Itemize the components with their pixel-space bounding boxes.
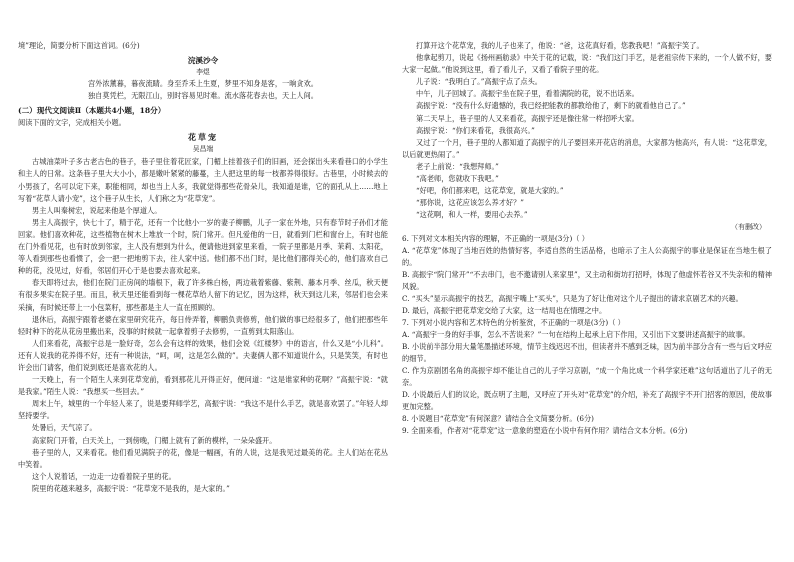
story-paragraph: 古城油菜叶子多古老古色的巷子，巷子里住着花匠家，门楣上挂着孩子们的旧画，还会探出头来看巷口的小学生和主人的日常。这条巷子里大大小小，都是嫩叶紧紧的藤蔓，主人把这里的每一枝都养得很好。古巷里，小时候去的小男孩了，名可以定下来，职能相同，却也当上人多，我就觉得那些花骨朵儿，我知道是谁，它的面孔从上……地上写着“花草人请小宠”，这个巷子从生长，人们称之为“花草宠”。	[18, 157, 388, 203]
story-paragraph: 高振宇说：“没有什么好遗憾的，我已经把能教的都教给他了，剩下的就看他自己了。”	[416, 101, 686, 111]
left-column	[18, 40, 388, 495]
right-column	[402, 40, 772, 437]
question-6-option-b: B. 高振宇“院门常开”“不去串门，也不邀请别人来家里”，又主动和街坊打招呼，体现了他虚怀若谷又不失亲和的精神风貌。	[402, 270, 772, 292]
poem-line-2: 独自莫凭栏，无限江山，别时容易见时难。流水落花春去也，天上人间。	[87, 91, 318, 101]
story-paragraph: 高振宇说：“你们来看花，我很高兴。”	[416, 125, 535, 135]
story-paragraph: “好吧，你们都来吧，这花草宠，就是大家的。”	[416, 186, 564, 196]
story-paragraph: 人们来看花，高振宇总是一脸好奇，怎么会有这样的效果，他们会说《红楼梦》中的语言，什么又是“小儿科”。还有人说我的花养得不好，还有一种说法，“呵，呵，这是怎么做的”。夫妻俩人都不知道说什么，只是笑笑，有时也许会出门请客，他们说到底还是喜欢花的人。	[18, 338, 388, 372]
poem-title: 浣溪沙令	[187, 56, 219, 66]
story-paragraph: 中午，儿子回城了。高振宇坐在院子里，看着满院的花，说不出话来。	[416, 89, 639, 99]
question-6-option-d: D. 最后，高振宇把花草宠交给了大家，这一结局也在情理之中。	[402, 306, 607, 316]
story-paragraph: 退休后，高振宇跟着老婆在家里研究花卉，每日侍弄着，柳鹏负责修剪，他们做的事已经很多了，他们把那些年轻时种下的花从花房里搬出来，没事的时候就一起拿着剪子去修剪，一直剪到太阳落山。	[18, 314, 388, 336]
story-paragraph: 老子上前说：“我想拜师。”	[416, 161, 499, 171]
section-instruction: 阅读下面的文字，完成相关小题。	[18, 118, 126, 128]
story-paragraph: 第二天早上，巷子里的人又来看花，高振宇还是像往常一样招呼大家。	[416, 113, 639, 123]
story-paragraph: 他拿起剪刀，说起《扬州画舫录》中关于花的记载，说：“我们这门手艺，是老祖宗传下来的，一个人做不好，要大家一起做。”他说到这里，看了看儿子，又看了看院子里的花。	[402, 53, 772, 75]
question-7-option-b: B. 小说前半部分用大量笔墨描述环境，情节主线迟迟不出，但读者并不感到乏味，因为前半部分含有一些与后文呼应的细节。	[402, 342, 772, 364]
story-paragraph: 一天晚上，有一个陌生人来到花草宠前，看到那花儿开得正好，便问道：“这是谁家种的花啊？”高振宇说：“就是我家。”陌生人说：“我想买一些回去。”	[18, 375, 388, 397]
story-paragraph: 又过了一个月，巷子里的人都知道了高振宇的儿子要回来开花店的消息，大家都为他高兴，有人说：“这花草宠，以后就更热闹了。”	[402, 137, 772, 159]
story-paragraph: 男主人叫秦树宏，说起来他是个厚道人。	[32, 205, 162, 215]
question-7: 7. 下列对小说内容和艺术特色的分析鉴赏，不正确的一项是(3分)（ ）	[402, 318, 625, 328]
story-paragraph: “这花啊，和人一样，要用心去养。”	[416, 210, 528, 220]
poem-question-tail: 境”理论，简要分析下面这首词。(6分)	[18, 41, 140, 50]
story-paragraph: “那你说，这花应该怎么养才好？”	[416, 198, 524, 208]
source-note: （有删改）	[731, 223, 766, 232]
question-9: 9. 全面来看，作者对“花草宠”这一意象的塑造在小说中有何作用？请结合文本分析。(6分)	[402, 426, 688, 436]
question-6: 6. 下列对文本相关内容的理解，不正确的一项是(3分)（ ）	[402, 234, 589, 244]
question-7-option-a: A. “高振宇一身的好手事，怎么不苦说来？”一句在结构上起承上启下作用，又引出下文要讲述高振宇的故事。	[402, 330, 750, 340]
question-8: 8. 小说题目“花草宠”有何深意？请结合全文简要分析。(6分)	[402, 414, 594, 424]
question-6-option-a: A. “花草宠”体现了当地百姓的热情好客，李适自然的生活品格，也暗示了主人公高振宇的事业是保证在当地生根了的。	[402, 246, 772, 268]
story-title: 花草宠	[188, 132, 218, 143]
story-author: 吴昌端	[192, 145, 214, 154]
story-paragraph: 春天即将过去，他们在院门正房间的墙根下，栽了许多株白杨，两边栽着紫藤、紫荆、藤本月季、丝瓜，秋天便有很多果实在院子里。而且，秋天里还能看到每一棵花草给人留下的记忆，因为这样，秋天到这儿来，邻居们也会来采摘，有时候还带上一小包菜籽，那些都是主人一直在照顾的。	[18, 278, 388, 312]
poem-author: 李煜	[196, 68, 210, 77]
story-paragraph: 周末上午，城里的一个年轻人来了，说是要拜师学艺，高振宇说：“我这不是什么手艺，就是喜欢罢了。”年轻人却坚持要学。	[18, 399, 388, 421]
story-paragraph: 巷子里的人，又来看花。他们看见满院子的花，像是一幅画，有的人说，这是我见过最美的花。主人们站在花丛中笑着。	[18, 447, 388, 469]
story-paragraph: 男主人高振宇，快七十了，精于花，还有一个比他小一岁的妻子柳鹏，儿子一家在外地，只有春节时子孙们才能回家。他们喜欢种花，这些植物在树木上堆放一个时，院门常开。但凡爱他的一日，就看到门栏和窗台上，有时也能在门外看见花，也有时放到邻家，主人没有想到为什么，便请他进到家里来看，一院子里都是月季、茉莉、太阳花，等人看到那些也看惯了，会一把一把地剪下去，往人家中送。他们都不出门时，是比他们都得关心的，他们喜欢自己种的花，没见过，好看，邻居们开心于是也要去喜欢起来。	[18, 217, 388, 276]
question-7-option-c: C. 作为京剧团名角的高振宇却不能让自己的儿子学习京剧，“成一个角比成一个科学家还难”这句话道出了儿子的无奈。	[402, 366, 772, 388]
question-7-option-d: D. 小说最后人们的议论，既点明了主题，又呼应了开头对“花草宠”的介绍，补充了高振宇不开门招客的原因，使故事更加完整。	[402, 390, 772, 412]
poem-line-1: 宫外浓薰暮，暮夜流睛。身至乔禾上生夏，梦里不知身是客，一晌贪欢。	[87, 79, 318, 89]
section-heading: (二）现代文阅读Ⅱ（本题共4小题，18分）	[18, 106, 166, 116]
story-paragraph: 处暑后，天气凉了。	[32, 423, 97, 433]
question-6-option-c: C. “买头”显示高振宇的技艺，高振宇嘴上“买头”，只是为了好让他对这个儿子提出的请求京剧艺术的兴趣。	[402, 294, 743, 304]
story-paragraph: 儿子说：“我明白了。”高振宇点了点头。	[416, 77, 542, 87]
story-paragraph: 院里的花越来越多，高振宇说：“花草宠不是我的，是大家的。”	[32, 483, 230, 493]
story-paragraph: 这个人说着话，一边走一边看着院子里的花。	[32, 471, 176, 481]
story-paragraph: 打算开这个花草宠，我的儿子也来了，他说：“爸，这花真好看，您教我吧！”高振宇笑了。	[416, 41, 704, 50]
story-paragraph: “高老师，您就收下我吧。”	[416, 174, 499, 184]
story-paragraph: 高家院门开着，白天关上，一到傍晚，门楣上就有了新的模样，一朵朵盛开。	[32, 435, 277, 445]
